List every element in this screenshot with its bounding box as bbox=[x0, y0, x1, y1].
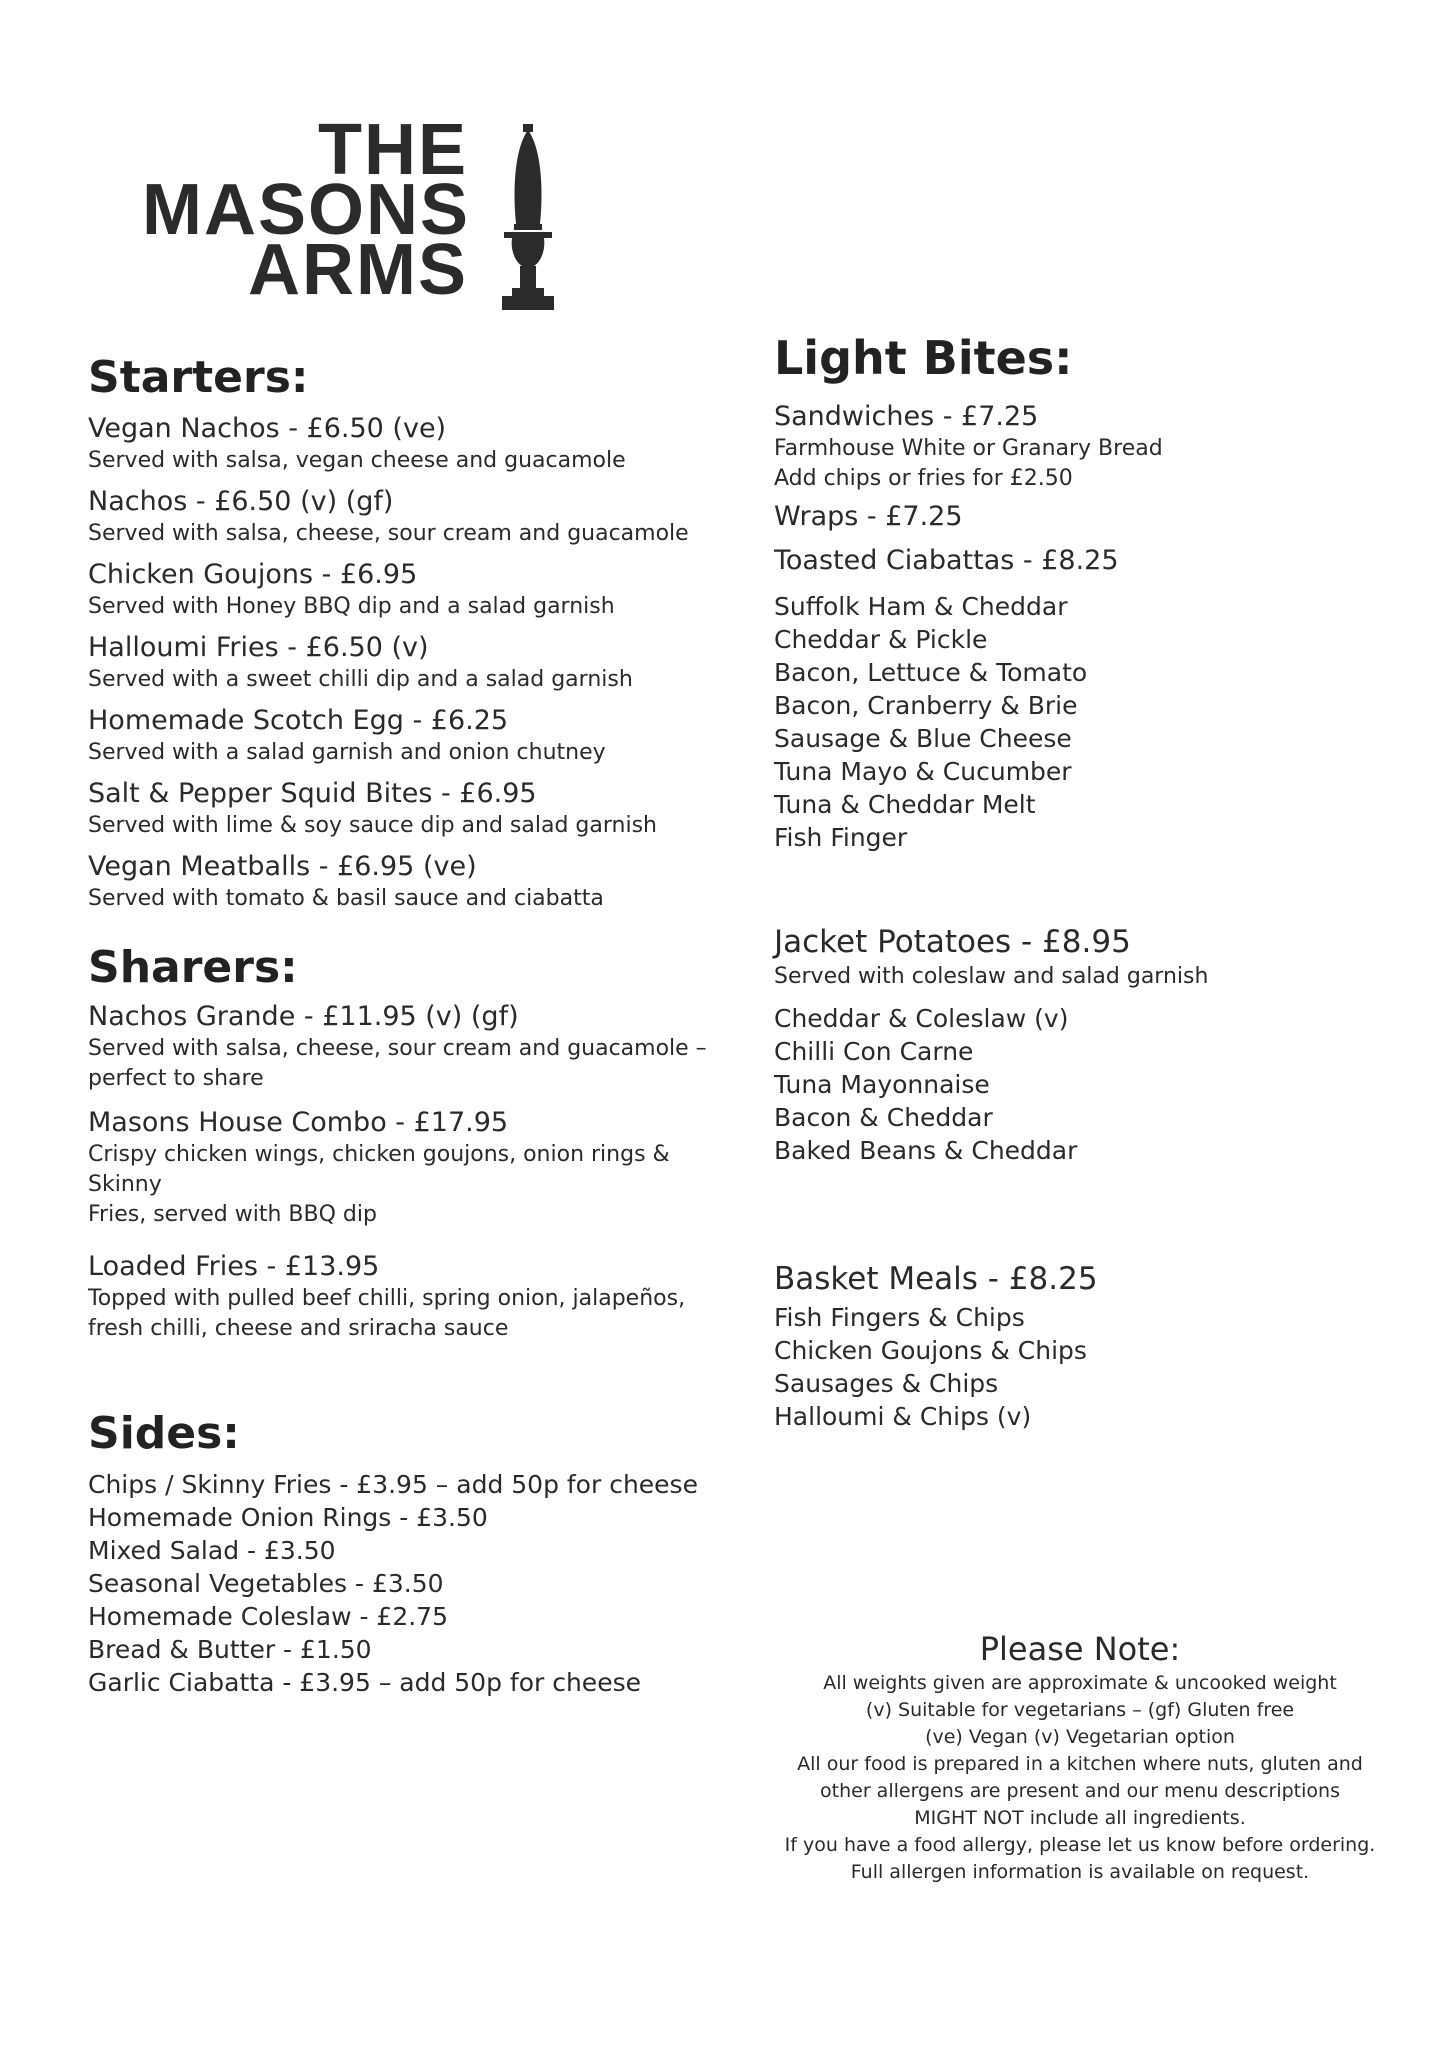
item-description: perfect to share bbox=[88, 1066, 264, 1091]
list-item: Fish Finger bbox=[774, 823, 908, 852]
item-description: Add chips or fries for £2.50 bbox=[774, 466, 1073, 491]
list-item: Chilli Con Carne bbox=[774, 1037, 974, 1066]
list-item: Baked Beans & Cheddar bbox=[774, 1136, 1078, 1165]
item-name: Chicken Goujons - £6.95 bbox=[88, 559, 418, 590]
list-item: Cheddar & Pickle bbox=[774, 625, 988, 654]
list-item: Chips / Skinny Fries - £3.95 – add 50p for cheese bbox=[88, 1470, 698, 1499]
menu-item bbox=[88, 485, 708, 549]
note-line: other allergens are present and our menu descriptions bbox=[820, 1780, 1340, 1802]
section-subheading: Basket Meals - £8.25 bbox=[774, 1261, 1098, 1297]
menu-item bbox=[88, 777, 708, 841]
item-description: Served with salsa, cheese, sour cream and guacamole – bbox=[88, 1036, 707, 1061]
item-name: Vegan Nachos - £6.50 (ve) bbox=[88, 413, 447, 444]
starters-heading: Starters: bbox=[88, 352, 309, 403]
menu-item bbox=[88, 704, 708, 768]
logo-text-the: THE bbox=[318, 110, 468, 190]
note-line: Full allergen information is available on request. bbox=[850, 1861, 1310, 1883]
light-bites-heading: Light Bites: bbox=[774, 331, 1073, 385]
list-item: Bread & Butter - £1.50 bbox=[88, 1635, 372, 1664]
item-description: Served with a sweet chilli dip and a salad garnish bbox=[88, 667, 633, 692]
list-item: Bacon, Lettuce & Tomato bbox=[774, 658, 1088, 687]
allergen-notes bbox=[760, 1628, 1400, 1886]
item-description: Fries, served with BBQ dip bbox=[88, 1202, 377, 1227]
section-subheading: Jacket Potatoes - £8.95 bbox=[774, 924, 1131, 960]
list-item: Chicken Goujons & Chips bbox=[774, 1336, 1087, 1365]
item-name: Vegan Meatballs - £6.95 (ve) bbox=[88, 851, 477, 882]
sharers-list bbox=[88, 1000, 708, 1344]
list-item: Homemade Onion Rings - £3.50 bbox=[88, 1503, 488, 1532]
list-item: Seasonal Vegetables - £3.50 bbox=[88, 1569, 444, 1598]
item-name: Masons House Combo - £17.95 bbox=[88, 1107, 509, 1138]
beer-pump-icon bbox=[498, 124, 558, 312]
light-bites-list bbox=[774, 400, 1374, 854]
sharers-heading: Sharers: bbox=[88, 942, 298, 993]
item-description: Topped with pulled beef chilli, spring onion, jalapeños, bbox=[88, 1286, 686, 1311]
list-item: Cheddar & Coleslaw (v) bbox=[774, 1004, 1069, 1033]
item-description: Served with lime & soy sauce dip and salad garnish bbox=[88, 813, 657, 838]
item-description: Farmhouse White or Granary Bread bbox=[774, 436, 1163, 461]
menu-item bbox=[88, 1106, 708, 1230]
list-item: Sausage & Blue Cheese bbox=[774, 724, 1072, 753]
note-line: MIGHT NOT include all ingredients. bbox=[914, 1807, 1246, 1829]
list-item: Tuna Mayonnaise bbox=[774, 1070, 990, 1099]
right-column bbox=[774, 330, 1374, 1433]
menu-item bbox=[88, 850, 708, 914]
item-name: Sandwiches - £7.25 bbox=[774, 401, 1039, 432]
item-description: Served with Honey BBQ dip and a salad garnish bbox=[88, 594, 615, 619]
item-description: Served with coleslaw and salad garnish bbox=[774, 964, 1209, 989]
item-description: Served with salsa, vegan cheese and guacamole bbox=[88, 448, 626, 473]
menu-item bbox=[88, 1250, 708, 1344]
list-item: Bacon, Cranberry & Brie bbox=[774, 691, 1078, 720]
item-name: Nachos Grande - £11.95 (v) (gf) bbox=[88, 1001, 519, 1032]
item-description: Served with tomato & basil sauce and ciabatta bbox=[88, 886, 604, 911]
jacket-list bbox=[774, 1002, 1374, 1167]
list-item: Garlic Ciabatta - £3.95 – add 50p for cheese bbox=[88, 1668, 641, 1697]
item-description: Served with a salad garnish and onion chutney bbox=[88, 740, 606, 765]
item-description: fresh chilli, cheese and sriracha sauce bbox=[88, 1316, 509, 1341]
sides-list bbox=[88, 1468, 708, 1699]
item-name: Nachos - £6.50 (v) (gf) bbox=[88, 486, 394, 517]
basket-list bbox=[774, 1301, 1374, 1433]
left-column bbox=[88, 350, 708, 1699]
menu-item bbox=[88, 412, 708, 476]
list-item: Homemade Coleslaw - £2.75 bbox=[88, 1602, 448, 1631]
note-line: If you have a food allergy, please let us know before ordering. bbox=[784, 1834, 1376, 1856]
menu-item bbox=[88, 1000, 708, 1094]
logo-text-masons: MASONS bbox=[141, 170, 470, 250]
list-item: Fish Fingers & Chips bbox=[774, 1303, 1025, 1332]
list-item: Mixed Salad - £3.50 bbox=[88, 1536, 336, 1565]
menu-item bbox=[88, 558, 708, 622]
menu-item bbox=[88, 631, 708, 695]
jacket-potatoes-section bbox=[774, 922, 1374, 1167]
item-name: Halloumi Fries - £6.50 (v) bbox=[88, 632, 429, 663]
list-item: Halloumi & Chips (v) bbox=[774, 1402, 1032, 1431]
list-item: Tuna & Cheddar Melt bbox=[774, 790, 1036, 819]
list-item: Bacon & Cheddar bbox=[774, 1103, 993, 1132]
item-name: Homemade Scotch Egg - £6.25 bbox=[88, 705, 509, 736]
list-item: Sausages & Chips bbox=[774, 1369, 999, 1398]
list-item: Tuna Mayo & Cucumber bbox=[774, 757, 1072, 786]
note-line: All our food is prepared in a kitchen where nuts, gluten and bbox=[797, 1753, 1363, 1775]
note-line: (ve) Vegan (v) Vegetarian option bbox=[925, 1726, 1235, 1748]
notes-heading: Please Note: bbox=[979, 1630, 1181, 1668]
item-description: Served with salsa, cheese, sour cream and guacamole bbox=[88, 521, 689, 546]
item-name: Salt & Pepper Squid Bites - £6.95 bbox=[88, 778, 537, 809]
note-line: All weights given are approximate & uncooked weight bbox=[823, 1672, 1337, 1694]
filling-list bbox=[774, 590, 1374, 854]
item-name: Toasted Ciabattas - £8.25 bbox=[774, 545, 1119, 576]
item-name: Loaded Fries - £13.95 bbox=[88, 1251, 380, 1282]
sides-heading: Sides: bbox=[88, 1408, 240, 1459]
list-item: Suffolk Ham & Cheddar bbox=[774, 592, 1068, 621]
logo-text-arms: ARMS bbox=[248, 230, 468, 310]
starters-list bbox=[88, 412, 708, 914]
brand-logo bbox=[138, 110, 558, 313]
item-description: Crispy chicken wings, chicken goujons, onion rings & Skinny bbox=[88, 1142, 670, 1197]
item-name: Wraps - £7.25 bbox=[774, 501, 963, 532]
note-line: (v) Suitable for vegetarians – (gf) Gluten free bbox=[865, 1699, 1295, 1721]
basket-meals-section bbox=[774, 1259, 1374, 1433]
